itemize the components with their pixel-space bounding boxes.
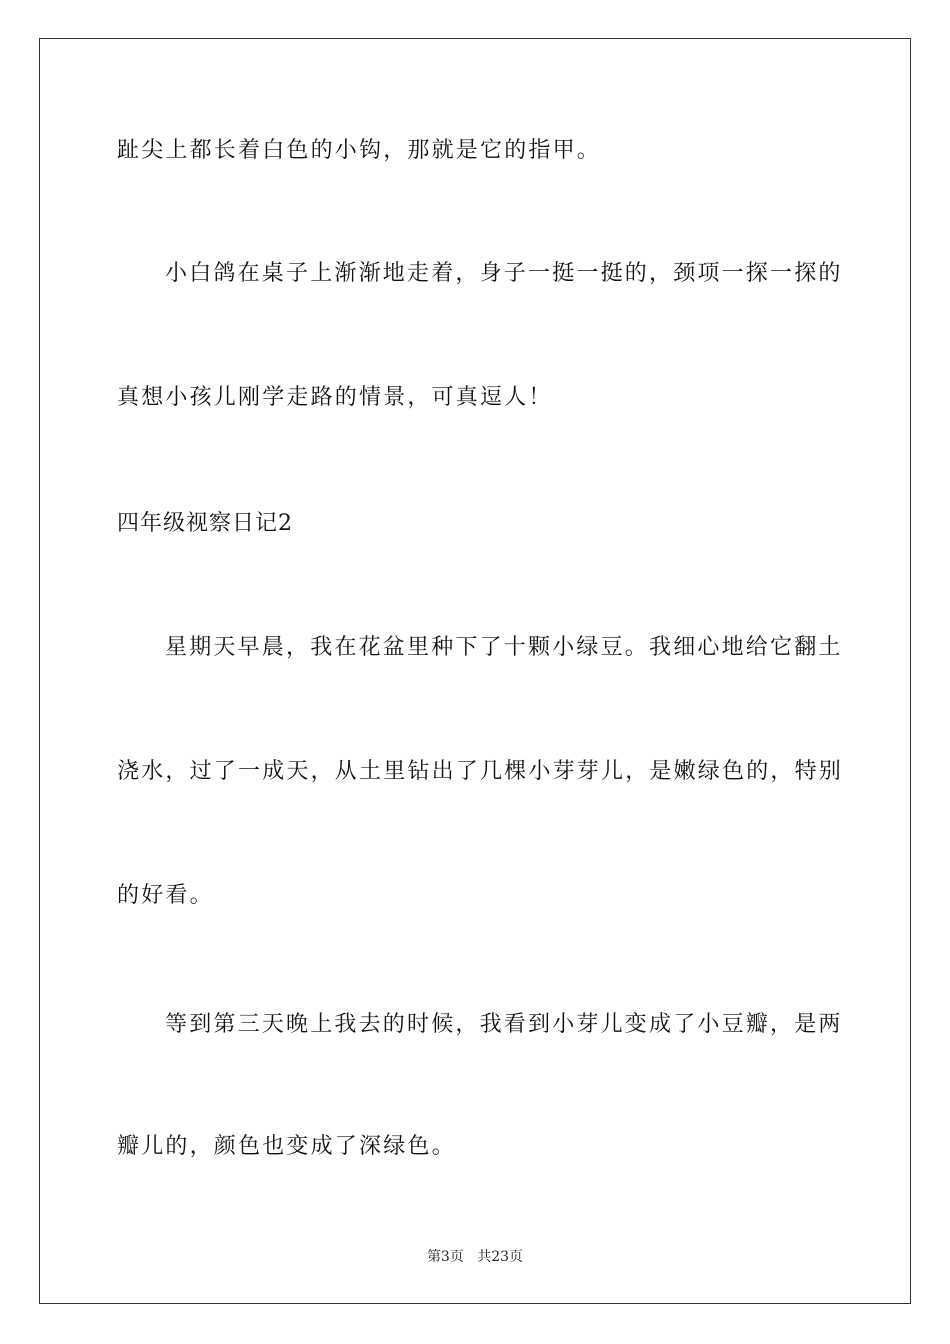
paragraph-line: 真想小孩儿刚学走路的情景，可真逗人！ [117, 385, 553, 410]
paragraph-line: 瓣儿的，颜色也变成了深绿色。 [117, 1134, 456, 1159]
paragraph-line: 浇水，过了一成天，从土里钻出了几棵小芽芽儿，是嫩绿色的，特别 [117, 759, 844, 784]
paragraph-line: 小白鸽在桌子上渐渐地走着，身子一挺一挺的，颈项一探一探的 [165, 261, 843, 286]
page-total: 共23页 [477, 1249, 524, 1265]
section-heading: 四年级视察日记2 [117, 511, 293, 536]
paragraph-line: 的好看。 [117, 883, 214, 908]
paragraph-line: 星期天早晨，我在花盆里种下了十颗小绿豆。我细心地给它翻土 [165, 635, 843, 660]
paragraph-line: 等到第三天晚上我去的时候，我看到小芽儿变成了小豆瓣，是两 [165, 1012, 843, 1037]
paragraph-line: 趾尖上都长着白色的小钩，那就是它的指甲。 [117, 138, 602, 163]
page-frame [39, 38, 911, 1304]
page-number: 第3页 [426, 1249, 464, 1265]
page-footer [0, 1248, 950, 1266]
